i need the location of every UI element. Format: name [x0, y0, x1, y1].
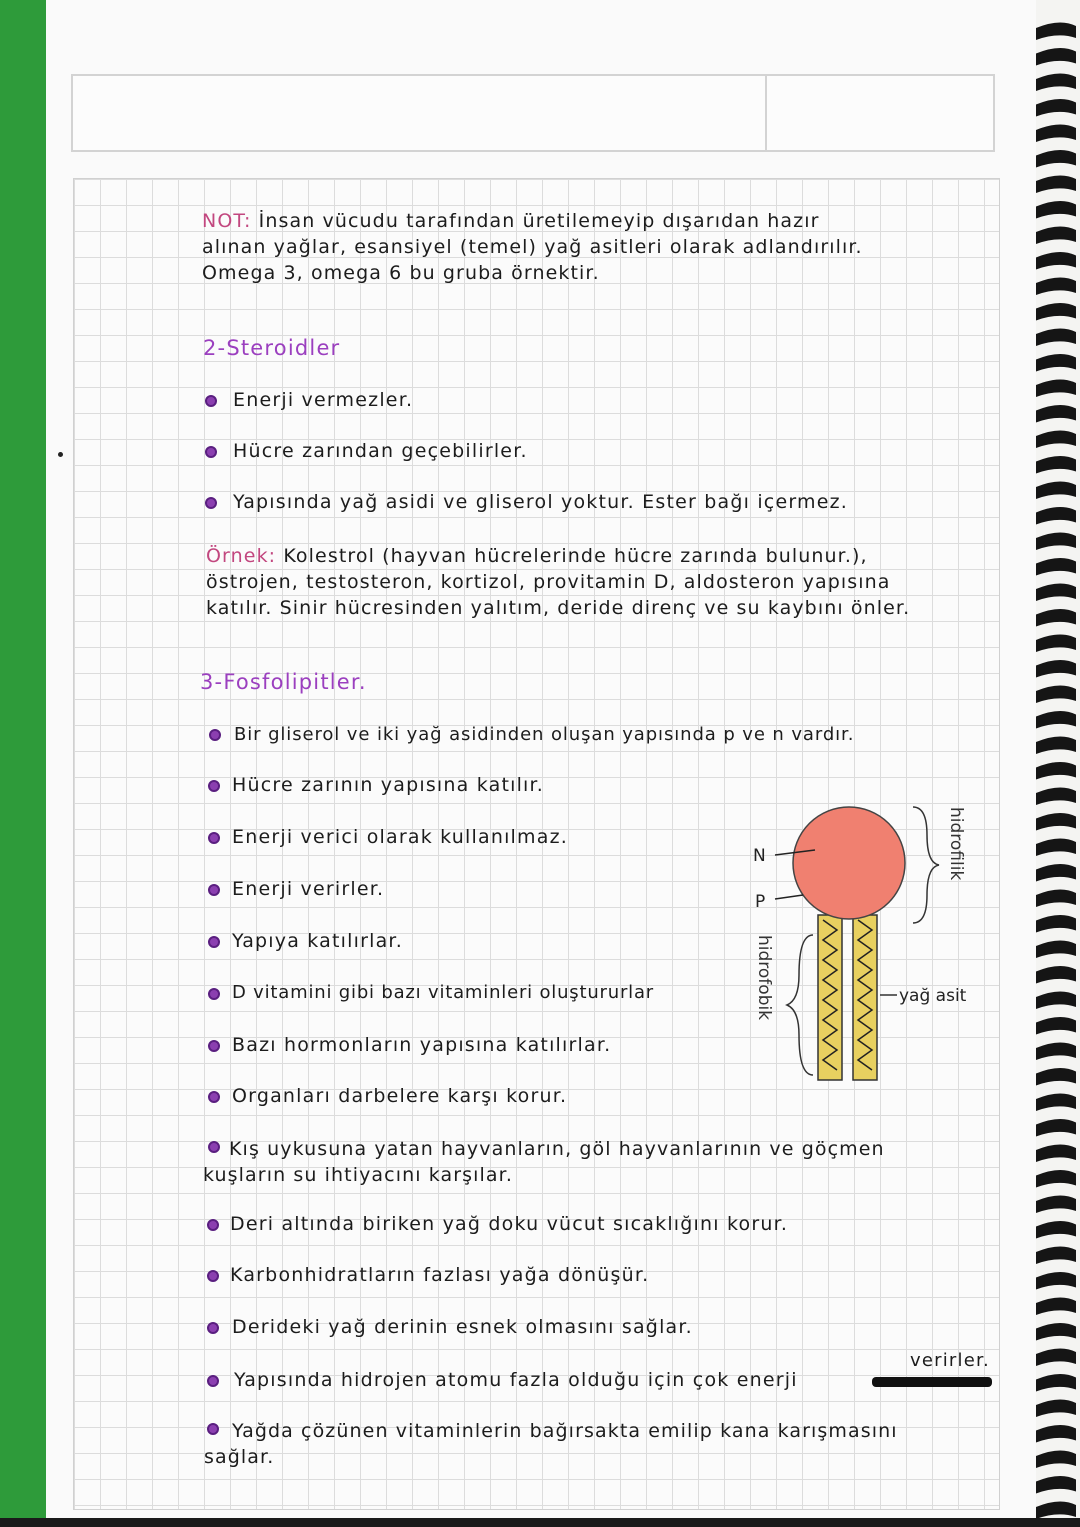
hydrophobic-brace: [787, 935, 813, 1075]
phospholipid-bullet: [203, 1136, 885, 1188]
spiral-ring: [1036, 1476, 1076, 1494]
spiral-ring: [1036, 379, 1076, 397]
spiral-ring: [1036, 150, 1076, 168]
phospholipid-bullet: [204, 1418, 898, 1470]
spiral-ring: [1036, 991, 1076, 1009]
spiral-ring: [1036, 456, 1076, 474]
spiral-ring: [1036, 226, 1076, 244]
example-line: Kolestrol (hayvan hücrelerinde hücre zarında bulunur.),: [283, 545, 868, 567]
bullet-dot: [208, 936, 220, 948]
spiral-ring: [1036, 762, 1076, 780]
bullet-dot: [207, 1219, 219, 1231]
example-line: katılır. Sinir hücresinden yalıtım, deride direnç ve su kaybını önler.: [206, 597, 911, 619]
spiral-ring: [1036, 252, 1076, 270]
example-line: östrojen, testosteron, kortizol, provitamin D, aldosteron yapısına: [206, 571, 891, 593]
spiral-ring: [1036, 1272, 1076, 1290]
spiral-ring: [1036, 966, 1076, 984]
spiral-ring: [1036, 430, 1076, 448]
spiral-ring: [1036, 1195, 1076, 1213]
phospholipid-bullet: Enerji verirler.: [232, 878, 385, 900]
spiral-ring: [1036, 838, 1076, 856]
spiral-ring: [1036, 1093, 1076, 1111]
bullet-dot: [205, 497, 217, 509]
note-label: NOT:: [202, 210, 252, 232]
bullet-dot: [208, 780, 220, 792]
header-divider: [765, 76, 767, 150]
spiral-ring: [1036, 354, 1076, 372]
steroid-bullet: Hücre zarından geçebilirler.: [233, 440, 528, 462]
fatty-acid-label: yağ asit: [899, 986, 967, 1006]
phospholipid-bullet: Deri altında biriken yağ doku vücut sıcaklığını korur.: [230, 1213, 789, 1235]
phospholipid-bullet: Enerji verici olarak kullanılmaz.: [232, 826, 569, 848]
bullet-dot: [208, 832, 220, 844]
bullet-dot: [207, 1375, 219, 1387]
spiral-ring: [1036, 1042, 1076, 1060]
steroid-example: [206, 543, 910, 621]
spiral-ring: [1036, 99, 1076, 117]
spiral-ring: [1036, 1297, 1076, 1315]
bullet-dot: [207, 1270, 219, 1282]
spiral-ring: [1036, 1144, 1076, 1162]
spiral-ring: [1036, 405, 1076, 423]
phospholipid-bullet: D vitamini gibi bazı vitaminleri oluştururlar: [232, 982, 654, 1003]
n-label: N: [753, 846, 766, 866]
tail-left: [818, 915, 842, 1080]
phospholipid-bullet: Yapısında hidrojen atomu fazla olduğu için çok enerji: [234, 1369, 798, 1391]
spiral-ring: [1036, 711, 1076, 729]
steroid-bullet: Yapısında yağ asidi ve gliserol yoktur. Ester bağı içermez.: [233, 491, 849, 513]
spiral-ring: [1036, 175, 1076, 193]
spiral-ring: [1036, 864, 1076, 882]
spiral-ring: [1036, 634, 1076, 652]
spiral-ring: [1036, 1068, 1076, 1086]
bullet-dot: [208, 884, 220, 896]
spiral-ring: [1036, 532, 1076, 550]
bullet-dot: [207, 1322, 219, 1334]
spiral-binding: [1030, 0, 1080, 1527]
spiral-ring: [1036, 1119, 1076, 1137]
spiral-ring: [1036, 940, 1076, 958]
spiral-ring: [1036, 1221, 1076, 1239]
correction-word: verirler.: [910, 1350, 990, 1371]
spiral-ring: [1036, 660, 1076, 678]
spiral-ring: [1036, 1425, 1076, 1443]
note-line: İnsan vücudu tarafından üretilemeyip dışarıdan hazır: [258, 210, 820, 232]
bullet-line: Kış uykusuna yatan hayvanların, göl hayvanlarının ve göçmen: [229, 1138, 885, 1160]
hydrophilic-brace: [913, 807, 939, 923]
p-label: P: [755, 892, 766, 912]
note-line: Omega 3, omega 6 bu gruba örnektir.: [202, 262, 600, 284]
spiral-ring: [1036, 48, 1076, 66]
bottom-edge: [0, 1518, 1080, 1527]
bullet-dot: [205, 446, 217, 458]
p-arrow: [775, 895, 803, 899]
bullet-line: kuşların su ihtiyacını karşılar.: [203, 1164, 513, 1186]
spiral-ring: [1036, 22, 1076, 40]
spiral-ring: [1036, 736, 1076, 754]
steroid-bullet: Enerji vermezler.: [233, 389, 414, 411]
bullet-dot: [205, 395, 217, 407]
note-line: alınan yağlar, esansiyel (temel) yağ asitleri olarak adlandırılır.: [202, 236, 863, 258]
phospholipid-bullet: Organları darbelere karşı korur.: [232, 1085, 568, 1107]
section-title-steroids: 2-Steroidler: [203, 336, 341, 360]
bullet-dot: [208, 1091, 220, 1103]
phospholipid-bullet: Bazı hormonların yapısına katılırlar.: [232, 1034, 612, 1056]
spiral-ring: [1036, 1450, 1076, 1468]
hydrophilic-label: hidrofilik: [946, 807, 966, 881]
phospholipid-bullet: Hücre zarının yapısına katılır.: [232, 774, 545, 796]
spiral-ring: [1036, 1017, 1076, 1035]
example-label: Örnek:: [206, 545, 277, 567]
spiral-ring: [1036, 507, 1076, 525]
spiral-ring: [1036, 558, 1076, 576]
phospholipid-bullet: Yapıya katılırlar.: [232, 930, 403, 952]
bullet-line: Yağda çözünen vitaminlerin bağırsakta emilip kana karışmasını: [232, 1420, 898, 1442]
spiral-ring: [1036, 328, 1076, 346]
section-title-phospholipids: 3-Fosfolipitler.: [200, 670, 367, 694]
spiral-ring: [1036, 277, 1076, 295]
spiral-ring: [1036, 1170, 1076, 1188]
spiral-ring: [1036, 1374, 1076, 1392]
spiral-ring: [1036, 1246, 1076, 1264]
header-box: [71, 74, 995, 152]
phospholipid-bullet: Derideki yağ derinin esnek olmasını sağlar.: [232, 1316, 693, 1338]
spiral-ring: [1036, 303, 1076, 321]
spiral-ring: [1036, 1348, 1076, 1366]
ink-dot: [58, 452, 63, 457]
spiral-ring: [1036, 481, 1076, 499]
bullet-dot: [208, 988, 220, 1000]
spiral-ring: [1036, 1501, 1076, 1519]
bullet-dot: [209, 729, 221, 741]
spiral-ring: [1036, 685, 1076, 703]
spiral-ring: [1036, 787, 1076, 805]
spiral-ring: [1036, 915, 1076, 933]
spiral-ring: [1036, 609, 1076, 627]
tail-right: [853, 915, 877, 1080]
spiral-ring: [1036, 124, 1076, 142]
spiral-ring: [1036, 1323, 1076, 1341]
hydrophobic-label: hidrofobik: [754, 935, 774, 1021]
note-block: [202, 208, 863, 286]
spiral-ring: [1036, 813, 1076, 831]
phospholipid-diagram: [745, 795, 995, 1095]
bullet-dot: [208, 1040, 220, 1052]
phospholipid-bullet: Karbonhidratların fazlası yağa dönüşür.: [230, 1264, 650, 1286]
binder-edge: [0, 0, 46, 1527]
phospholipid-bullet: Bir gliserol ve iki yağ asidinden oluşan yapısında p ve n vardır.: [234, 724, 855, 745]
spiral-ring: [1036, 201, 1076, 219]
polar-head: [793, 807, 905, 919]
spiral-ring: [1036, 1399, 1076, 1417]
scribble-out: [872, 1377, 992, 1387]
spiral-ring: [1036, 889, 1076, 907]
bullet-line: sağlar.: [204, 1446, 275, 1468]
spiral-ring: [1036, 73, 1076, 91]
spiral-ring: [1036, 583, 1076, 601]
